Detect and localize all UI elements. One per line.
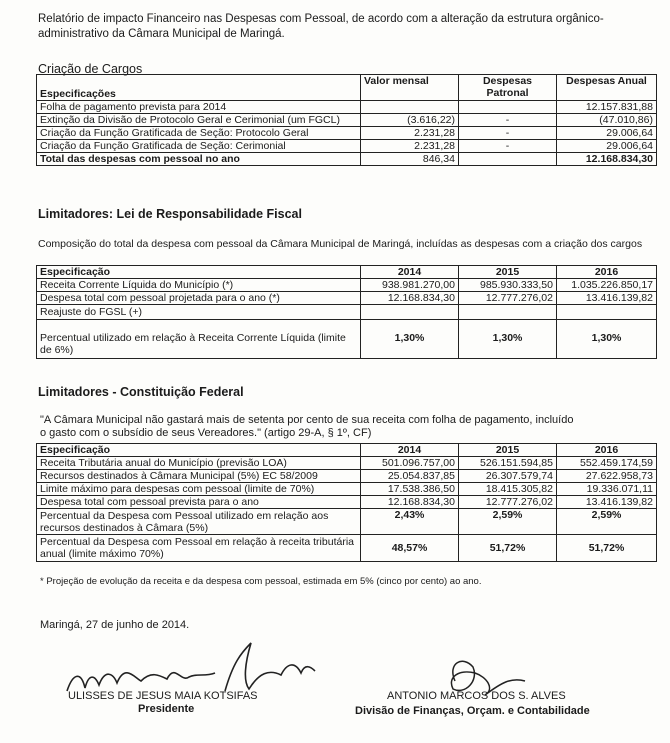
cell-spec: Criação da Função Gratificada de Seção: Cerimonial <box>37 140 361 153</box>
table-row <box>37 305 657 320</box>
cf-head-y2: 2015 <box>459 444 557 457</box>
pct-y3: 1,30% <box>557 332 657 359</box>
cell-spec: Reajuste do FGSL (+) <box>37 305 361 320</box>
table-row <box>37 114 657 127</box>
cell-y2: 26.307.579,74 <box>459 470 557 483</box>
cell-anual: (47.010,86) <box>557 114 657 127</box>
criacao-head-anual: Despesas Anual <box>557 75 657 101</box>
table-row <box>37 496 657 509</box>
cell-valor: 2.231,28 <box>361 127 459 140</box>
table-row <box>37 127 657 140</box>
cell-y1 <box>361 305 459 320</box>
cell-y3 <box>557 305 657 320</box>
intro-paragraph: Relatório de impacto Financeiro nas Despesas com Pessoal, de acordo com a alteração da estrutura orgânico-administrativo da Câmara Municipal de Maringá. <box>38 13 604 40</box>
cell-spec: Despesa total com pessoal prevista para o ano <box>37 496 361 509</box>
pct2-spec: Percentual da Despesa com Pessoal em relação à receita tributária anual (limite máximo 70%) <box>37 535 361 562</box>
cell-patronal: - <box>459 140 557 153</box>
signatory-1-name: ULISSES DE JESUS MAIA KOTSIFAS <box>68 690 258 702</box>
cell-patronal: - <box>459 114 557 127</box>
cell-y3: 27.622.958,73 <box>557 470 657 483</box>
lrf-head-y1: 2014 <box>361 266 459 279</box>
cell-y3: 13.416.139,82 <box>557 292 657 305</box>
total-patronal <box>459 153 557 166</box>
criacao-table <box>36 74 657 166</box>
pct-spec: Percentual utilizado em relação à Receita Corrente Líquida (limite de 6%) <box>37 332 361 359</box>
criacao-head-patronal: Despesas Patronal <box>459 75 557 101</box>
cell-anual: 29.006,64 <box>557 127 657 140</box>
cell-spec: Receita Tributária anual do Município (previsão LOA) <box>37 457 361 470</box>
signature-1-scribble-2 <box>225 643 315 691</box>
cell-spec: Extinção da Divisão de Protocolo Geral e Cerimonial (um FGCL) <box>37 114 361 127</box>
table-row <box>37 140 657 153</box>
lrf-pct-row <box>37 332 657 359</box>
pct-y1: 1,30% <box>361 332 459 359</box>
pct1-y1: 2,43% <box>361 509 459 535</box>
table-row <box>37 457 657 470</box>
cf-pct2-row <box>37 535 657 562</box>
cf-table <box>36 443 657 562</box>
cell-y3: 1.035.226.850,17 <box>557 279 657 292</box>
cf-pct1-row <box>37 509 657 535</box>
cell-y3: 19.336.071,11 <box>557 483 657 496</box>
cell-y2: 985.930.333,50 <box>459 279 557 292</box>
cell-valor: 2.231,28 <box>361 140 459 153</box>
cell-y2: 12.777.276,02 <box>459 496 557 509</box>
cell-y2: 12.777.276,02 <box>459 292 557 305</box>
table-row <box>37 101 657 114</box>
cell-valor: (3.616,22) <box>361 114 459 127</box>
table-row <box>37 292 657 305</box>
lrf-title: Limitadores: Lei de Responsabilidade Fiscal <box>38 207 302 221</box>
pct2-y2: 51,72% <box>459 535 557 562</box>
cell-y1: 12.168.834,30 <box>361 292 459 305</box>
cell-y1: 501.096.757,00 <box>361 457 459 470</box>
lrf-intro: Composição do total da despesa com pessoal da Câmara Municipal de Maringá, incluídas as despesas com a criação dos cargos <box>38 238 643 250</box>
signatory-2-role: Divisão de Finanças, Orçam. e Contabilidade <box>355 705 590 717</box>
cell-y1: 12.168.834,30 <box>361 496 459 509</box>
cell-patronal <box>459 101 557 114</box>
cf-head-spec: Especificação <box>37 444 361 457</box>
cell-y2: 18.415.305,82 <box>459 483 557 496</box>
total-anual: 12.168.834,30 <box>557 153 657 166</box>
cell-patronal: - <box>459 127 557 140</box>
cell-spec: Limite máximo para despesas com pessoal (limite de 70%) <box>37 483 361 496</box>
cell-spec: Criação da Função Gratificada de Seção: Protocolo Geral <box>37 127 361 140</box>
total-valor: 846,34 <box>361 153 459 166</box>
date-line: Maringá, 27 de junho de 2014. <box>40 619 190 631</box>
cell-anual: 29.006,64 <box>557 140 657 153</box>
pct1-y2: 2,59% <box>459 509 557 535</box>
table-row <box>37 483 657 496</box>
cell-spec: Despesa total com pessoal projetada para o ano (*) <box>37 292 361 305</box>
cell-y2 <box>459 305 557 320</box>
cell-y1: 25.054.837,85 <box>361 470 459 483</box>
table-row <box>37 470 657 483</box>
criacao-title: Criação de Cargos <box>38 62 143 76</box>
cell-spec: Folha de pagamento prevista para 2014 <box>37 101 361 114</box>
cf-quote: "A Câmara Municipal não gastará mais de setenta por cento de sua receita com folha de pagamento, incluído o gasto com o subsídio de seus Vereadores." (artigo 29-A, § 1º, CF) <box>40 414 574 439</box>
signatory-2-name: ANTONIO MARCOS DOS S. ALVES <box>387 690 566 702</box>
pct2-y3: 51,72% <box>557 535 657 562</box>
pct1-spec: Percentual da Despesa com Pessoal utilizado em relação aos recursos destinados à Câmara (5%) <box>37 509 361 535</box>
total-spec: Total das despesas com pessoal no ano <box>37 153 361 166</box>
cf-title: Limitadores - Constituição Federal <box>38 385 244 399</box>
cell-spec: Recursos destinados à Câmara Municipal (5%) EC 58/2009 <box>37 470 361 483</box>
lrf-head-spec: Especificação <box>37 266 361 279</box>
cell-valor <box>361 101 459 114</box>
spacer-row <box>37 320 657 333</box>
lrf-table <box>36 265 657 359</box>
lrf-head-y2: 2015 <box>459 266 557 279</box>
criacao-head-spec: Especificações <box>37 75 361 101</box>
footnote: * Projeção de evolução da receita e da despesa com pessoal, estimada em 5% (cinco por cento) ao ano. <box>40 576 482 587</box>
lrf-head-y3: 2016 <box>557 266 657 279</box>
cell-spec: Receita Corrente Líquida do Município (*) <box>37 279 361 292</box>
cell-y3: 552.459.174,59 <box>557 457 657 470</box>
cell-y3: 13.416.139,82 <box>557 496 657 509</box>
cf-header-row <box>37 444 657 457</box>
criacao-head-valor: Valor mensal <box>361 75 459 101</box>
pct1-y3: 2,59% <box>557 509 657 535</box>
lrf-header-row <box>37 266 657 279</box>
criacao-total-row <box>37 153 657 166</box>
cell-y1: 938.981.270,00 <box>361 279 459 292</box>
signature-1-scribble <box>67 673 215 691</box>
pct-y2: 1,30% <box>459 332 557 359</box>
cf-head-y1: 2014 <box>361 444 459 457</box>
table-row <box>37 279 657 292</box>
signatory-1-role: Presidente <box>138 703 195 715</box>
cell-y1: 17.538.386,50 <box>361 483 459 496</box>
cf-head-y3: 2016 <box>557 444 657 457</box>
cell-anual: 12.157.831,88 <box>557 101 657 114</box>
criacao-header-row <box>37 75 657 101</box>
pct2-y1: 48,57% <box>361 535 459 562</box>
cell-y2: 526.151.594,85 <box>459 457 557 470</box>
